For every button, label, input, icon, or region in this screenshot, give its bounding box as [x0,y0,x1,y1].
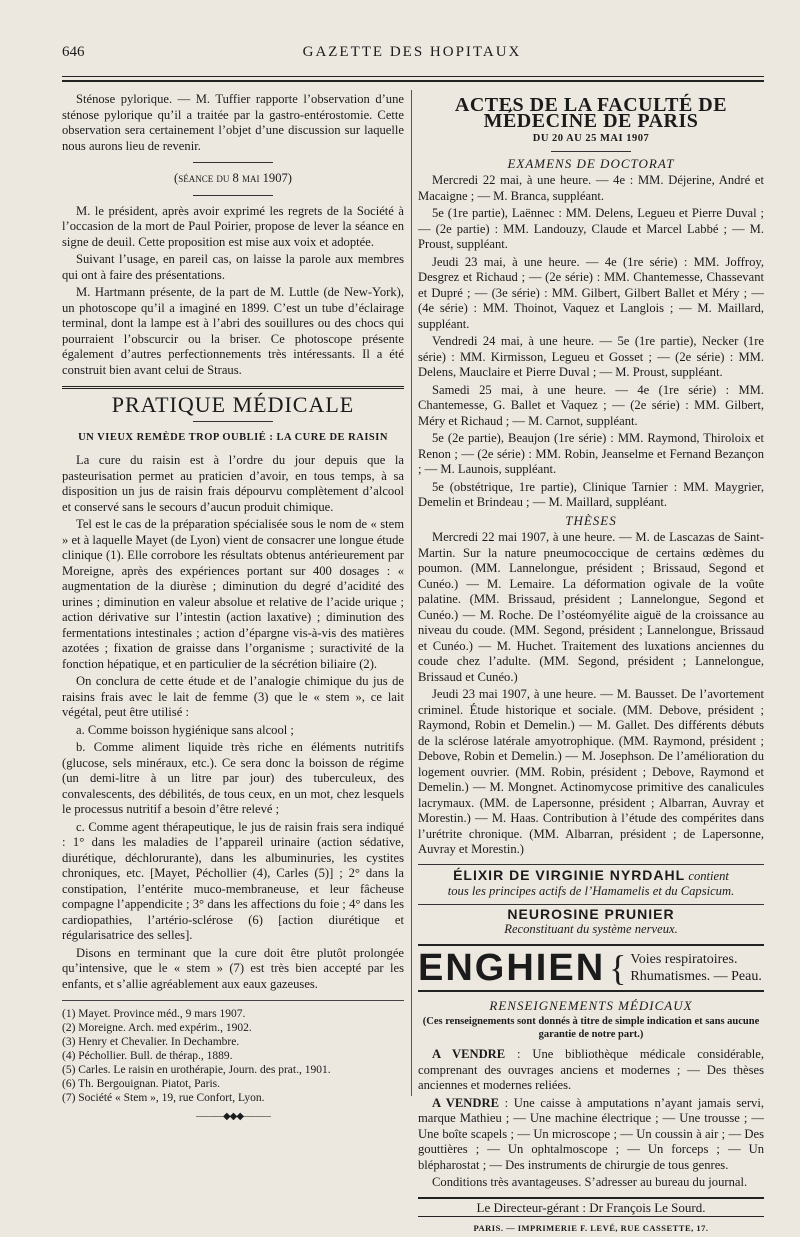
classified-label: A VENDRE [432,1047,506,1061]
end-ornament: ———◆◆◆——— [195,1111,271,1122]
thesis-entry: Mercredi 22 mai 1907, à une heure. — M. de Lascazas de Saint-Martin. Sur la nature pneumococcique de certains œdèmes du poumon. (MM. Lannelongue, président ; Brissaud, Segond et Cunéo.) — M. Lemaire. La déformation ogivale de la voûte palatine. (MM. Brissaud, président ; Lannelongue, Segond et Cunéo.) — M. Roche. De l’ostéomyélite aiguë de la croissance au niveau du coude. (MM. Segond, président ; Lannelongue, Brissaud et Cunéo.) — M. Huchet. Traitement des luxations anciennes du coude chez l’adulte. (MM. Segond, président ; Lannelongue, Brissaud et Cunéo.) [418,530,764,684]
exam-entry: 5e (2e partie), Beaujon (1re série) : MM. Raymond, Thiroloix et Renon ; — (2e série) : MM. Robin, Jeanselme et Fernand Bezançon ; — M. Launois, suppléant. [418,431,764,476]
ad-elixir [418,864,764,900]
ad-elixir-name: ÉLIXIR DE VIRGINIE NYRDAHL [453,866,686,883]
footnote: (4) Péchollier. Bull. de thérap., 1889. [62,1050,233,1062]
footnote: (6) Th. Bergouignan. Piatot, Paris. [62,1078,221,1090]
page-header [62,44,762,66]
section-rule [62,386,404,389]
right-column [418,92,764,1237]
exam-entry: 5e (obstétrique, 1re partie), Clinique Tarnier : MM. Maygrier, Demelin et Brindeau ; — M. Maillard, suppléant. [418,479,764,509]
journal-title: GAZETTE DES HOPITAUX [302,44,522,60]
exam-entry: Mercredi 22 mai, à une heure. — 4e : MM. Déjerine, André et Macaigne ; — M. Branca, suppléant. [418,173,764,203]
director-line: Le Directeur-gérant : Dr François Le Sourd. [418,1197,764,1218]
article-paragraph: a. Comme boisson hygiénique sans alcool ; [76,722,294,737]
thesis-entry: Jeudi 23 mai 1907, à une heure. — M. Bausset. De l’avortement criminel. Étude historique et sociale. (MM. Debove, président ; Raymond, Robin et Demelin.) — M. Gallet. Des différents débuts de la sclérose latérale amyotrophique. (MM. Raymond, président ; Debove, Robin et Demelin.) — M. Josephson. De l’amélioration du logement ouvrier. (MM. Robin, président ; Debove, Raymond et Demelin.) — M. Mongnet. Actinomycose primitive des canalicules lacrymaux. (MM. de Lapersonne, président ; Albarran, Auvray et Morestin.) — M. Haas. Contribution à l’étude des compérites dans l’urétrite chronique. (MM. Albarran, président ; de Lapersonne, Auvray et Morestin.) [418,687,764,856]
footnote: (1) Mayet. Province méd., 9 mars 1907. [62,1008,246,1020]
footnotes [62,1000,404,1105]
exams-title: EXAMENS DE DOCTORAT [507,155,675,171]
article-paragraph: c. Comme agent thérapeutique, le jus de raisin frais sera indiqué : 1° dans les maladies de l’appareil urinaire (action sédative, diurétique, déchlorurante), dans les albuminuries, les cystites chroniques, etc. [Mayet, Péchollier (4), Carles (5)] ; 2° dans la constipation, l’entérite muco-membraneuse, et leur fâcheuse compagne l’appendicite ; 3° dans les affections du foie ; 4° dans les cardiopathies, l’artério-sclérose (6) [action diurétique et régularisatrice des selles]. [62,819,404,942]
divider [193,162,273,163]
ad-neurosine [418,904,764,938]
column-divider [411,90,412,1096]
paragraph-stenose: Sténose pylorique. — M. Tuffier rapporte l’observation d’une sténose pylorique qu’il a traitée par la gastro-entérostomie. Cette observation sera certainement l’objet d’une discussion sur laquelle nous aurons lieu de revenir. [62,92,404,153]
printer-line: PARIS. — IMPRIMERIE F. LEVÉ, RUE CASSETTE, 17. [473,1223,709,1233]
ad-enghien-line: Voies respiratoires. [630,951,738,967]
classified-text: : Une caisse à amputations n’ayant jamais servi, marque Mathieu ; — Une machine électrique ; — Une trousse ; — Une boîte scapels ; — Un microscope ; — Un coussin à air ; — Des gouttières ; — Un ophtalmoscope ; — Un forceps ; — Un blépharostat ; — Des instruments de chirurgie de tous genres. [418,1095,764,1172]
ad-neurosine-sub: Reconstituant du système nerveux. [504,922,678,936]
faculty-title: ACTES DE LA FACULTÉ DE MÉDECINE DE PARIS [454,94,728,132]
article-paragraph: On conclura de cette étude et de l’analogie chimique du jus de raisins frais avec le lait de femme (3) que le « stem », ce lait végétal, peut être utilisé : [62,674,404,719]
ad-enghien [418,944,764,992]
brace-glyph: { [609,947,627,988]
article-paragraph: Disons en terminant que la cure doit être plutôt prolongée qu’intensive, que le « stem » (7) est très bien accepté par les enfants, et s’allie agréablement aux eaux gazeuses. [62,945,404,991]
paragraph-hartmann: M. Hartmann présente, de la part de M. Luttle (de New-York), un photoscope qu’il a imaginé en 1899. C’est un tube d’éclairage terminal, dont la lampe est à l’abri des souillures ou des chocs qui pourraient l’obscurcir ou la briser. Ce photoscope présente également d’autres perfectionnements très intéressants. Il a été construit bien avant celui de Straus. [62,285,404,377]
paragraph-president: M. le président, après avoir exprimé les regrets de la Société à l’occasion de la mort de Paul Poirier, propose de lever la séance en signe de deuil. Cette proposition est mise aux voix et adoptée. [62,203,404,249]
divider [193,195,273,196]
exam-entry: 5e (1re partie), Laënnec : MM. Delens, Legueu et Pierre Duval ; — (2e partie) : MM. Landouzy, Claude et Marcel Labbé ; — M. Proust, suppléant. [418,206,764,251]
ad-elixir-sub: tous les principes actifs de l’Hamamelis et du Capsicum. [447,884,735,898]
article-paragraph: b. Comme aliment liquide très riche en éléments nutritifs (glucose, sels minéraux, etc.). Ce sera donc la boisson de régime (un demi-litre à un litre par jour) des tuberculeux, des convalescents, des débilités, de tous ceux, en un mot, chez lesquels le processus nutritif a besoin d’être relevé ; [62,740,404,816]
ad-enghien-text [630,951,761,985]
page-number: 646 [62,44,85,60]
footnote: (5) Carles. Le raisin en urothérapie, Journ. des prat., 1901. [62,1064,331,1076]
divider [551,151,631,152]
exam-entry: Samedi 25 mai, à une heure. — 4e (1re série) : MM. Chantemesse, G. Ballet et Vaquez ; — (2e série) : MM. Gilbert, Méry et Richaud ; — M. Carnot, suppléant. [418,382,764,428]
paragraph-usage: Suivant l’usage, en pareil cas, on laisse la parole aux membres qui ont à faire des présentations. [62,252,404,282]
left-column [62,92,404,1125]
renseignements-title: RENSEIGNEMENTS MÉDICAUX [489,997,693,1013]
renseignements-note: (Ces renseignements sont donnés à titre de simple indication et sans aucune garantie de notre part.) [422,1016,760,1040]
article-subtitle: UN VIEUX REMÈDE TROP OUBLIÉ : LA CURE DE RAISIN [78,431,388,443]
footnote: (7) Société « Stem », 19, rue Confort, Lyon. [62,1092,265,1104]
exam-entry: Jeudi 23 mai, à une heure. — 4e (1re série) : MM. Joffroy, Desgrez et Richaud ; — (2e série) : MM. Chantemesse, Chassevant et Dupré ; — (3e série) : MM. Gilbert, Gilbert Ballet et Méry ; — (4e série) : MM. Thoinot, Vaquez et Langlois ; — M. Maillard, suppléant. [418,254,764,331]
article-paragraph: Tel est le cas de la préparation spécialisée sous le nom de « stem » et à laquelle Mayet (de Lyon) vient de consacrer une longue étude clinique (1). Elle corrobore les résultats obtenus antérieurement par Moreigne, après des expériences portant sur 400 dosages : « augmentation de la diurèse ; diminution du degré d’acidité des urines ; diminution en valeur absolue et relative de l’acide urique ; action dérivative sur l’intestin (action laxative) ; diminution des fermentations intestinales ; action d’épargne vis-à-vis des matières azotées ; fixation de graisse dans l’organisme ; suractivité de la fonction hépatique, et en particulier de la sécrétion biliaire (2). [62,517,404,671]
footnote: (3) Henry et Chevalier. In Dechambre. [62,1036,240,1048]
theses-title: THÈSES [565,512,617,528]
seance-date: (séance du 8 mai 1907) [174,171,292,185]
footnote: (2) Moreigne. Arch. med expérim., 1902. [62,1022,252,1034]
section-title: PRATIQUE MÉDICALE [111,392,355,417]
classified-ad [418,1096,764,1174]
classified-label: A VENDRE [432,1095,499,1110]
classified-text: : Une bibliothèque médicale considérable, comprenant des ouvrages anciens et modernes ; — Des thèses anciennes et modernes reliées. [418,1047,765,1092]
ad-neurosine-name: NEUROSINE PRUNIER [507,905,675,922]
classified-ad [418,1047,764,1094]
header-rule-top [62,76,764,77]
ad-enghien-name: ENGHIEN [418,946,606,989]
faculty-dates: DU 20 AU 25 MAI 1907 [532,133,650,144]
divider [193,421,273,422]
ad-enghien-line: Rhumatismes. — Peau. [630,968,762,984]
article-paragraph: La cure du raisin est à l’ordre du jour depuis que la pasteurisation permet au praticien d’avoir, en tous temps, à sa disposition un jus de raisin frais dépourvu complètement d’alcool et conservé sans le secours d’aucun produit chimique. [62,453,404,514]
header-rule-bottom [62,80,764,82]
exam-entry: Vendredi 24 mai, à une heure. — 5e (1re partie), Necker (1re série) : MM. Kirmisson, Legueu et Gosset ; — (2e série) : MM. Delens, Mauclaire et Pierre Duval ; — M. Proust, suppléant. [418,334,764,379]
ad-elixir-tail: contient [688,868,729,883]
classified-conditions: Conditions très avantageuses. S’adresser au bureau du journal. [432,1175,748,1189]
